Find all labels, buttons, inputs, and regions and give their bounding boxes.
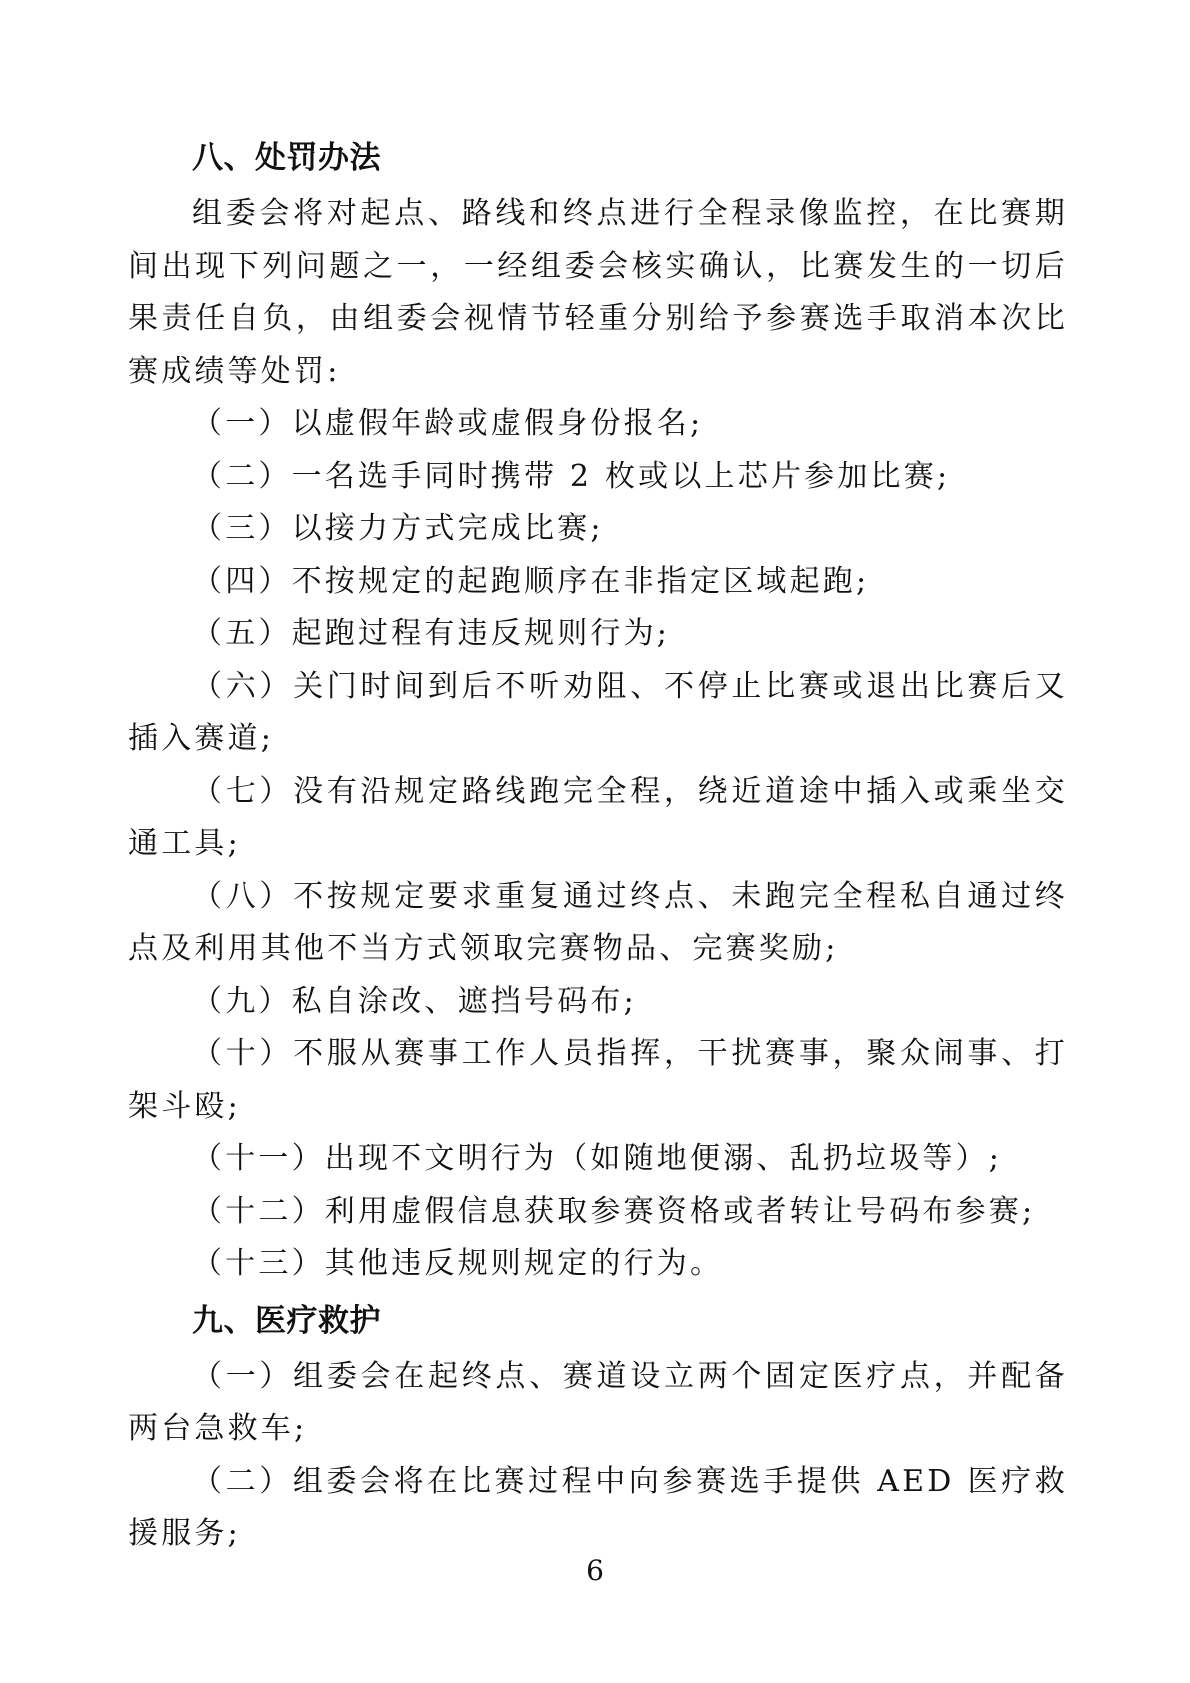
penalty-item-2: （二）一名选手同时携带 2 枚或以上芯片参加比赛; bbox=[192, 458, 951, 494]
penalty-item-7: （七）没有沿规定路线跑完全程，绕近道途中插入或乘坐交通工具; bbox=[128, 773, 1068, 861]
penalty-item-1: （一）以虚假年龄或虚假身份报名; bbox=[192, 406, 704, 441]
section-heading-medical: 九、医疗救护 bbox=[192, 1302, 381, 1339]
penalty-item-5: （五）起跑过程有违反规则行为; bbox=[192, 616, 671, 651]
penalty-item-10: （十）不服从赛事工作人员指挥，干扰赛事，聚众闹事、打架斗殴; bbox=[128, 1036, 1068, 1124]
page-number: 6 bbox=[586, 1554, 604, 1587]
document-body bbox=[128, 128, 1068, 1561]
penalty-item-8: （八）不按规定要求重复通过终点、未跑完全程私自通过终点及利用其他不当方式领取完赛物品、完赛奖励; bbox=[128, 878, 1068, 966]
penalty-item-13: （十三）其他违反规则规定的行为。 bbox=[192, 1246, 724, 1281]
penalty-item-12: （十二）利用虚假信息获取参赛资格或者转让号码布参赛; bbox=[192, 1193, 1036, 1229]
penalty-item-3: （三）以接力方式完成比赛; bbox=[192, 511, 604, 546]
penalty-item-4: （四）不按规定的起跑顺序在非指定区域起跑; bbox=[192, 563, 870, 599]
section-heading-penalties: 八、处罚办法 bbox=[192, 140, 381, 176]
penalties-intro-paragraph: 组委会将对起点、路线和终点进行全程录像监控，在比赛期间出现下列问题之一，一经组委会核实确认，比赛发生的一切后果责任自负，由组委会视情节轻重分别给予参赛选手取消本次比赛成绩等处罚: bbox=[128, 196, 1068, 389]
penalty-item-9: （九）私自涂改、遮挡号码布; bbox=[192, 983, 637, 1019]
medical-item-2: （二）组委会将在比赛过程中向参赛选手提供 AED 医疗救援服务; bbox=[128, 1463, 1068, 1551]
penalty-item-6: （六）关门时间到后不听劝阻、不停止比赛或退出比赛后又插入赛道; bbox=[128, 668, 1068, 756]
medical-item-1: （一）组委会在起终点、赛道设立两个固定医疗点，并配备两台急救车; bbox=[128, 1358, 1068, 1446]
penalty-item-11: （十一）出现不文明行为（如随地便溺、乱扔垃圾等）; bbox=[192, 1141, 1003, 1176]
